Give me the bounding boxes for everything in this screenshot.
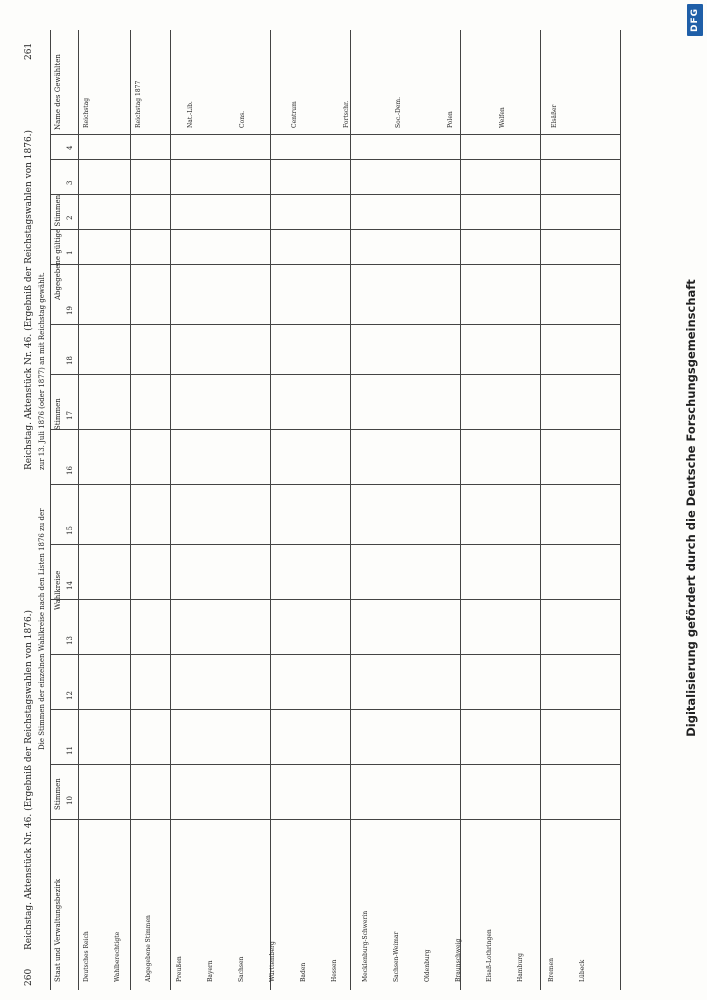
rule-5 [460, 30, 461, 990]
group-label-4: Abgegebene gültige Stimmen [54, 194, 62, 300]
row-label: Braunschweig [455, 938, 462, 982]
header-left: Reichstag. Aktenstück Nr. 46. (Ergebniß der Reichstagswahlen von 1876.) [24, 609, 34, 950]
rule-1 [130, 30, 131, 990]
vsep-10 [50, 264, 620, 265]
col-no-17: 17 [66, 411, 74, 420]
right-column-entry: Centrum [291, 101, 298, 128]
vsep-1 [50, 764, 620, 765]
col-no-14: 14 [66, 581, 74, 590]
col-no-12: 12 [66, 691, 74, 700]
row-label: Württemberg [269, 941, 276, 982]
group-label-1: Stimmen [54, 778, 62, 810]
col-no-15: 15 [66, 526, 74, 535]
row-label: Hessen [331, 959, 338, 982]
vsep-13 [50, 159, 620, 160]
vsep-11 [50, 229, 620, 230]
col-no-4: 4 [66, 145, 74, 150]
row-label: Oldenburg [424, 949, 431, 982]
row-label: Deutsches Reich [83, 931, 90, 982]
row-label: Sachsen [238, 956, 245, 982]
vsep-4 [50, 599, 620, 600]
dfg-credit-strip [681, 18, 701, 998]
rule-2 [170, 30, 171, 990]
page-number-right: 261 [24, 42, 34, 60]
vsep-3 [50, 654, 620, 655]
row-label: Wahlberechtigte [114, 931, 121, 982]
rule-4 [350, 30, 351, 990]
col-no-3: 3 [66, 180, 74, 185]
rule-header [78, 30, 79, 990]
vsep-14 [50, 134, 620, 135]
rule-3 [270, 30, 271, 990]
vsep-8 [50, 374, 620, 375]
col-no-18: 18 [66, 356, 74, 365]
right-column-entry: Nat.-Lib. [187, 101, 194, 128]
dfg-logo-text: DFG [690, 7, 700, 33]
row-label: Lübeck [579, 959, 586, 982]
right-column-entry: Cons. [239, 110, 246, 128]
col-no-19: 19 [66, 306, 74, 315]
group-label-2: Wahlkreise [54, 570, 62, 610]
col-no-16: 16 [66, 466, 74, 475]
vsep-7 [50, 429, 620, 430]
rule-bottom [620, 30, 621, 990]
right-column-entry: Welfen [499, 107, 506, 128]
right-column-entry: Polen [447, 111, 454, 128]
row-label: Baden [300, 962, 307, 982]
row-label: Bremen [548, 958, 555, 982]
right-column-entry: Fortschr. [343, 100, 350, 128]
right-column-entry: Reichstag 1877 [135, 80, 142, 128]
column-header-last: Name des Gewählten [54, 54, 62, 130]
header-right: Reichstag. Aktenstück Nr. 46. (Ergebniß der Reichstagswahlen von 1876.) [24, 129, 34, 470]
row-label: Preußen [176, 956, 183, 982]
subheader-right: zur 13. Juli 1876 (oder 1877) an mit Reichstag gewählt. [38, 272, 46, 470]
vsep-6 [50, 484, 620, 485]
row-label: Mecklenburg-Schwerin [362, 910, 369, 982]
rotated-table-page [20, 30, 660, 990]
row-label: Elsaß-Lothringen [486, 929, 493, 982]
subheader-left: Die Stimmen der einzelnen Wahlkreise nach den Listen 1876 zu der [38, 508, 46, 750]
col-no-11: 11 [66, 746, 74, 755]
vsep-12 [50, 194, 620, 195]
group-label-3: Stimmen [54, 398, 62, 430]
row-label: Abgegebene Stimmen [145, 915, 152, 982]
row-label: Hamburg [517, 953, 524, 982]
right-column-entry: Reichstag [83, 97, 90, 128]
vsep-0 [50, 819, 620, 820]
dfg-credit-text: Digitalisierung gefördert durch die Deutsche Forschungsgemeinschaft [684, 279, 698, 737]
vsep-9 [50, 324, 620, 325]
rule-top [50, 30, 51, 990]
row-label: Sachsen-Weimar [393, 931, 400, 982]
col-no-2: 2 [66, 215, 74, 220]
rule-6 [540, 30, 541, 990]
row-label: Bayern [207, 960, 214, 982]
right-column-entry: Soc.-Dem. [395, 97, 402, 128]
column-header-left: Staat und Verwaltungsbezirk [54, 878, 62, 982]
vsep-2 [50, 709, 620, 710]
col-no-1: 1 [66, 250, 74, 255]
col-no-13: 13 [66, 636, 74, 645]
page-number-left: 260 [24, 968, 34, 986]
vsep-5 [50, 544, 620, 545]
col-no-10: 10 [66, 796, 74, 805]
right-column-entry: Elsäßer [551, 104, 558, 128]
